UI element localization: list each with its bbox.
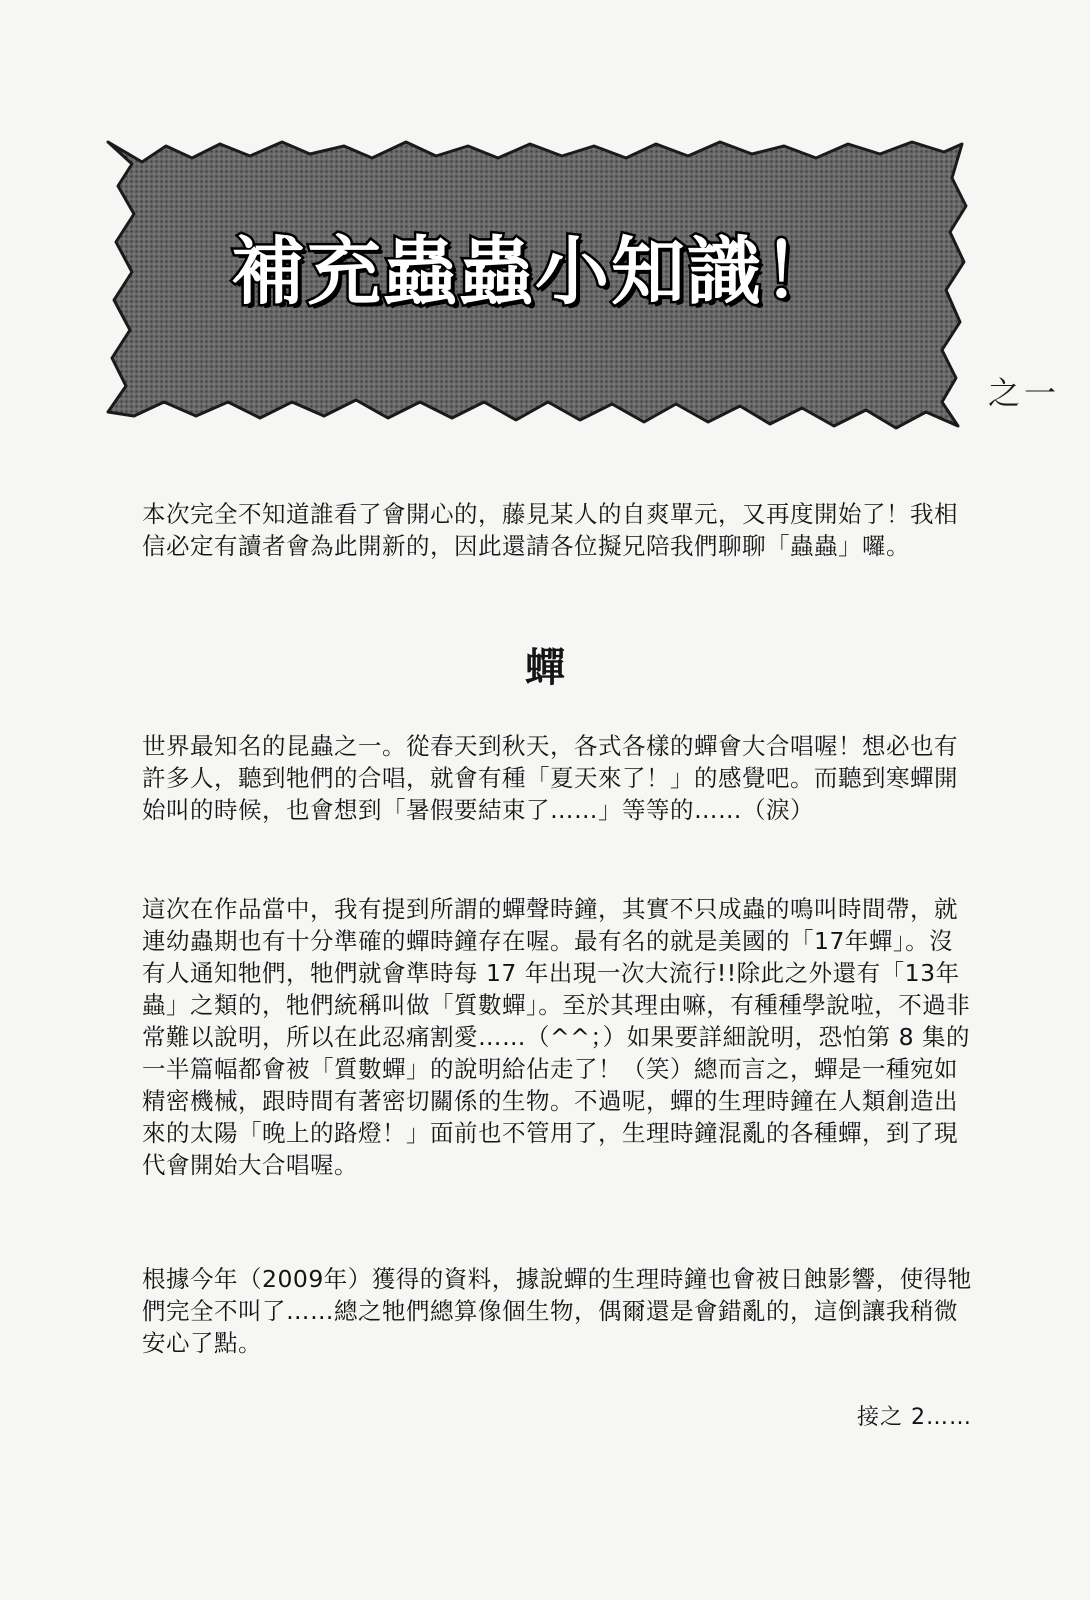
intro-paragraph: 本次完全不知道誰看了會開心的，藤見某人的自爽單元，又再度開始了！我相信必定有讀者會為此開新的，因此還請各位擬兄陪我們聊聊「蟲蟲」囉。 xyxy=(142,500,958,560)
section-heading: 蟬 xyxy=(525,645,565,691)
banner-suffix: 之一 xyxy=(988,374,1061,412)
title-banner xyxy=(100,140,970,430)
continue-note: 接之 2…… xyxy=(857,1405,972,1430)
body-paragraph-1: 世界最知名的昆蟲之一。從春天到秋天，各式各樣的蟬會大合唱喔！想必也有許多人，聽到牠們的合唱，就會有種「夏天來了！」的感覺吧。而聽到寒蟬開始叫的時候，也會想到「暑假要結束了……」等等的……（淚） xyxy=(142,732,958,824)
body-paragraph-3: 根據今年（2009年）獲得的資料，據說蟬的生理時鐘也會被日蝕影響，使得牠們完全不叫了……總之牠們總算像個生物，偶爾還是會錯亂的，這倒讓我稍微安心了點。 xyxy=(142,1265,972,1357)
body-paragraph-2: 這次在作品當中，我有提到所謂的蟬聲時鐘，其實不只成蟲的鳴叫時間帶，就連幼蟲期也有十分準確的蟬時鐘存在喔。最有名的就是美國的「17年蟬」。沒有人通知牠們，牠們就會準時每 17 年出現一次大流行!!除此之外還有「13年蟲」之類的，牠們統稱叫做「質數蟬」。至於其理由嘛，有種種學說啦，不過非常難以說明，所以在此忍痛割愛……（^^；）如果要詳細說明，恐怕第 8 集的一半篇幅都會被「質數蟬」的說明給佔走了！（笑）總而言之，蟬是一種宛如精密機械，跟時間有著密切關係的生物。不過呢，蟬的生理時鐘在人類創造出來的太陽「晚上的路燈！」面前也不管用了，生理時鐘混亂的各種蟬，到了現代會開始大合唱喔。 xyxy=(142,895,971,1179)
banner-title: 補充蟲蟲小知識！ xyxy=(231,229,839,315)
